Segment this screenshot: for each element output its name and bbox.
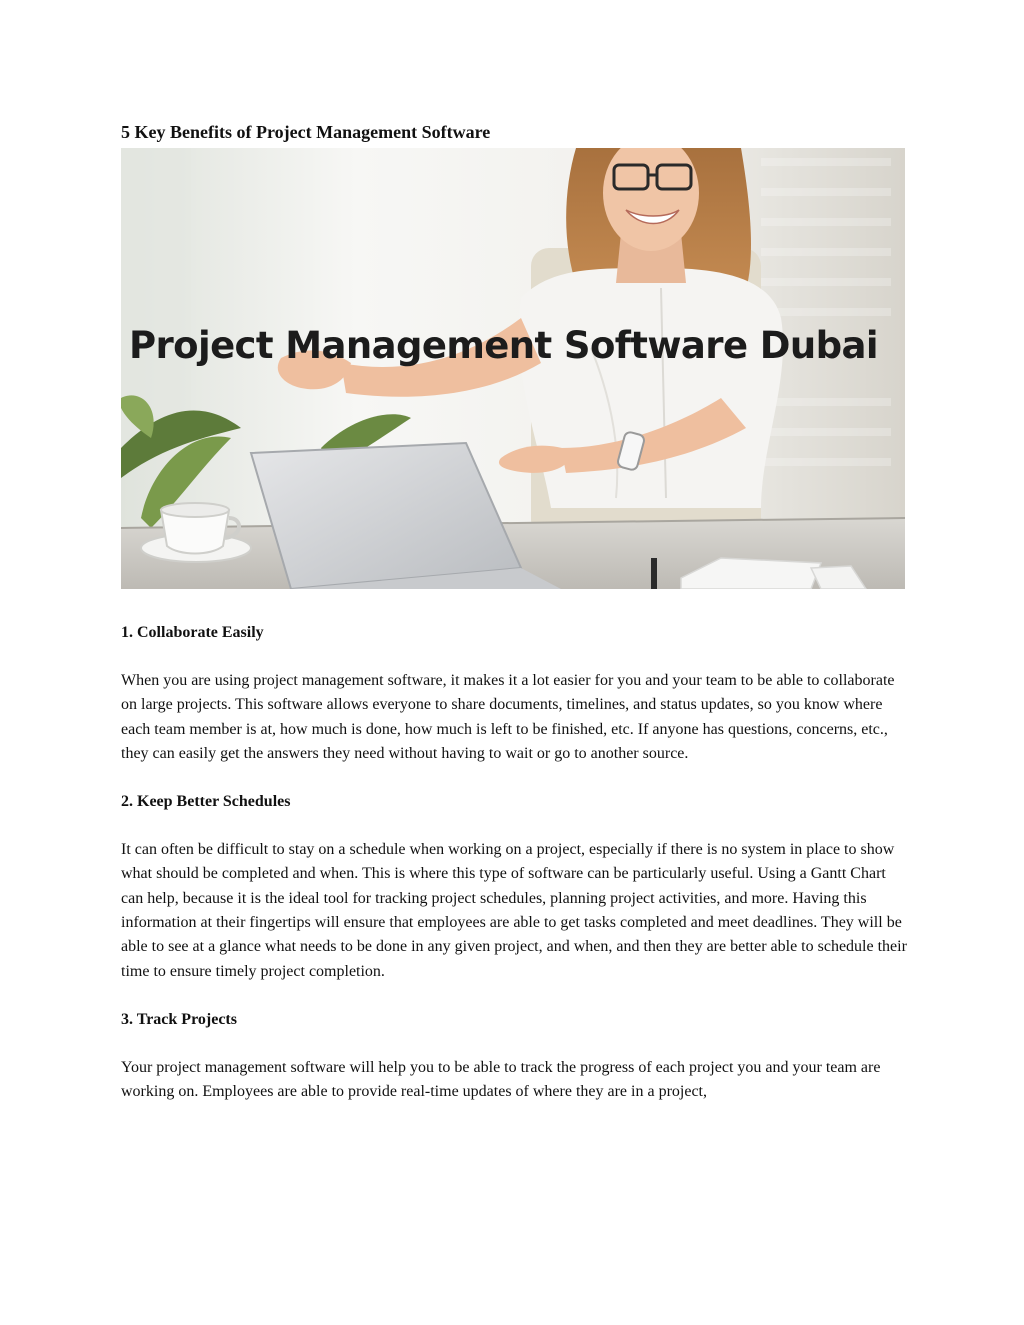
document-title: 5 Key Benefits of Project Management Software	[121, 122, 491, 142]
section-body-track: Your project management software will help you to be able to track the progress of each project you and your team are working on. Employees are able to provide real-time updates of where they are in a project,	[121, 1058, 881, 1101]
hero-photo-illustration	[121, 148, 905, 589]
section-body-schedules: It can often be difficult to stay on a schedule when working on a project, especially if there is no system in place to show what should be completed and when. This is where this type of software can be particularly useful. Using a Gantt Chart can help, because it is the ideal tool for tracking project schedules, planning project activities, and more. Having this information at their fingertips will ensure that employees are able to get tasks completed and meet deadlines. They will be able to see at a glance what needs to be done in any given project, and when, and then they are better able to schedule their time to ensure timely project completion.	[121, 841, 907, 980]
section-body-collaborate: When you are using project management software, it makes it a lot easier for you and your team to be able to collaborate on large projects. This software allows everyone to share documents, timelines, and status updates, so you know where each team member is at, how much is done, how much is left to be finished, etc. If anyone has questions, concerns, etc., they can easily get the answers they need without having to wait or go to another source.	[121, 672, 895, 762]
hero-overlay-text: Project Management Software Dubai	[129, 324, 878, 367]
document-content	[121, 118, 907, 1105]
hero-image	[121, 148, 905, 589]
section-heading-track: 3. Track Projects	[121, 1010, 237, 1028]
section-heading-collaborate: 1. Collaborate Easily	[121, 624, 264, 641]
section-heading-schedules: 2. Keep Better Schedules	[121, 793, 291, 811]
